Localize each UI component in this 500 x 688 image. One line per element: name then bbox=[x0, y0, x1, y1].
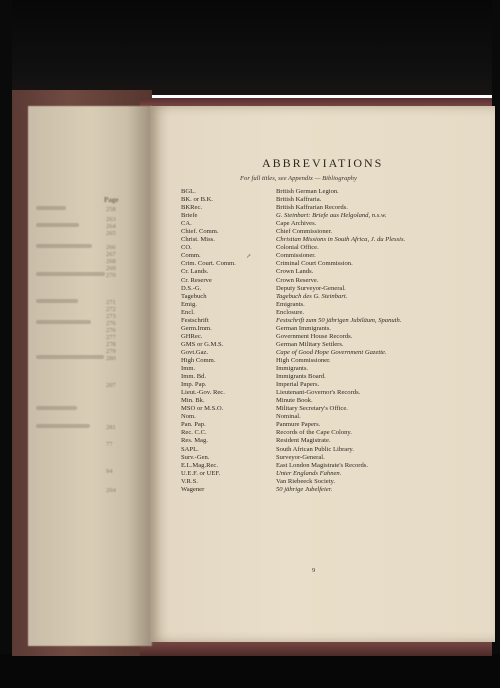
abbreviation-term: High Comm. bbox=[181, 356, 216, 364]
abbreviation-row bbox=[181, 462, 481, 470]
dark-background-left bbox=[0, 0, 12, 688]
facing-page-number: 277 bbox=[106, 334, 116, 341]
abbreviation-term: D.S.-G. bbox=[181, 284, 202, 292]
abbreviation-meaning: German Military Settlers. bbox=[276, 340, 344, 348]
abbreviation-row bbox=[181, 405, 481, 413]
facing-page-text-blur bbox=[36, 244, 92, 248]
abbreviation-row bbox=[181, 188, 481, 196]
facing-page-number: 278 bbox=[106, 341, 116, 348]
abbreviation-meaning: Crown Lands. bbox=[276, 268, 314, 276]
abbreviation-row bbox=[181, 397, 481, 405]
abbreviation-meaning: Panmure Papers. bbox=[276, 421, 321, 429]
facing-page-number: 265 bbox=[106, 230, 116, 237]
abbreviation-row bbox=[181, 413, 481, 421]
page-number: 9 bbox=[312, 567, 316, 574]
abbreviation-meaning: British Kaffraria. bbox=[276, 196, 322, 204]
abbreviation-term: Min. Bk. bbox=[181, 397, 205, 405]
abbreviation-meaning: High Commissioner. bbox=[276, 356, 331, 364]
abbreviation-row bbox=[181, 260, 481, 268]
abbreviation-row bbox=[181, 277, 481, 285]
abbreviation-meaning: Colonial Office. bbox=[276, 244, 319, 252]
abbreviation-row bbox=[181, 470, 481, 478]
abbreviation-term: Nom. bbox=[181, 413, 196, 421]
abbreviation-row bbox=[181, 317, 481, 325]
facing-page-number: 263 bbox=[106, 216, 116, 223]
abbreviation-row bbox=[181, 228, 481, 236]
facing-page-number: 276 bbox=[106, 320, 116, 327]
abbreviation-term: CA. bbox=[181, 220, 192, 228]
abbreviation-term: CO. bbox=[181, 244, 192, 252]
facing-page-number: 77 bbox=[106, 441, 113, 448]
abbreviation-term: Briefe bbox=[181, 212, 198, 220]
abbreviation-row bbox=[181, 220, 481, 228]
facing-page-text-blur bbox=[36, 406, 77, 410]
facing-page-number: 280 bbox=[106, 355, 116, 362]
abbreviation-row bbox=[181, 252, 481, 260]
abbreviation-row bbox=[181, 486, 481, 494]
book-cover-bottom-edge bbox=[140, 640, 492, 656]
abbreviation-term: Comm. bbox=[181, 252, 201, 260]
abbreviation-meaning: Nominal. bbox=[276, 413, 301, 421]
dark-background-top bbox=[0, 0, 500, 95]
abbreviation-meaning: Festschrift zum 50 jährigen Jubiläum, Spanuth. bbox=[276, 316, 402, 324]
page-subtitle: For full titles, see Appendix — Bibliography bbox=[240, 175, 357, 182]
abbreviation-term: Imm. Bd. bbox=[181, 373, 207, 381]
abbreviation-meaning: Christian Missions in South Africa, J. du Plessis. bbox=[276, 236, 406, 244]
abbreviation-row bbox=[181, 325, 481, 333]
abbreviation-meaning: Enclosure. bbox=[276, 308, 305, 316]
abbreviation-meaning: East London Magistrate's Records. bbox=[276, 461, 369, 469]
abbreviation-term: Emig. bbox=[181, 300, 197, 308]
abbreviation-meaning: Van Riebeeck Society. bbox=[276, 477, 336, 485]
abbreviation-meaning: Military Secretary's Office. bbox=[276, 405, 348, 413]
abbreviation-meaning: Crown Reserve. bbox=[276, 276, 319, 284]
abbreviation-term: Surv.-Gen. bbox=[181, 453, 210, 461]
abbreviation-term: GHRec. bbox=[181, 332, 203, 340]
abbreviation-term: Res. Mag. bbox=[181, 437, 208, 445]
abbreviation-term: SAPL. bbox=[181, 445, 199, 453]
facing-page-text-blur bbox=[36, 223, 79, 227]
abbreviation-meaning: South African Public Library. bbox=[276, 445, 354, 453]
abbreviation-term: Imp. Pap. bbox=[181, 381, 207, 389]
abbreviation-row bbox=[181, 349, 481, 357]
abbreviation-meaning: British Kaffrarian Records. bbox=[276, 204, 348, 212]
abbreviation-term: BKRec. bbox=[181, 204, 203, 212]
abbreviation-row bbox=[181, 421, 481, 429]
facing-page-text-blur bbox=[36, 355, 104, 359]
facing-page-number: 258 bbox=[106, 206, 116, 213]
abbreviation-row bbox=[181, 244, 481, 252]
abbreviation-row bbox=[181, 293, 481, 301]
abbreviation-term: Germ.Imm. bbox=[181, 324, 212, 332]
abbreviation-row bbox=[181, 381, 481, 389]
abbreviation-meaning: Imperial Papers. bbox=[276, 381, 320, 389]
abbreviation-row bbox=[181, 333, 481, 341]
abbreviation-term: Chief. Comm. bbox=[181, 228, 219, 236]
facing-page-text-blur bbox=[36, 424, 90, 428]
abbreviation-meaning: Deputy Surveyor-General. bbox=[276, 284, 346, 292]
facing-page-text-blur bbox=[36, 272, 105, 276]
facing-page-number: 94 bbox=[106, 468, 113, 475]
abbreviation-term: Encl. bbox=[181, 308, 195, 316]
abbreviation-term: MSO or M.S.O. bbox=[181, 405, 224, 413]
abbreviation-row bbox=[181, 454, 481, 462]
facing-page-number: 268 bbox=[106, 258, 116, 265]
facing-page-number: 269 bbox=[106, 265, 116, 272]
abbreviation-row bbox=[181, 478, 481, 486]
facing-page-blurred bbox=[28, 106, 152, 646]
facing-page-text-blur bbox=[36, 206, 66, 210]
pencil-mark: ↗ bbox=[246, 254, 252, 260]
abbreviation-row bbox=[181, 446, 481, 454]
facing-page-number: 204 bbox=[106, 487, 116, 494]
abbreviation-meaning: Resident Magistrate. bbox=[276, 437, 331, 445]
abbreviation-row bbox=[181, 301, 481, 309]
abbreviation-row bbox=[181, 389, 481, 397]
facing-page-text-blur bbox=[36, 299, 78, 303]
abbreviation-meaning: Emigrants. bbox=[276, 300, 305, 308]
abbreviation-row bbox=[181, 365, 481, 373]
abbreviation-meaning: British German Legion. bbox=[276, 188, 339, 195]
abbreviation-row bbox=[181, 341, 481, 349]
facing-page-text-blur bbox=[36, 320, 91, 324]
facing-page-number: 276 bbox=[106, 327, 116, 334]
abbreviation-meaning: Government House Records. bbox=[276, 332, 353, 340]
abbreviation-term: Christ. Miss. bbox=[181, 236, 215, 244]
facing-page-number: 266 bbox=[106, 244, 116, 251]
abbreviation-term: Cr. Reserve bbox=[181, 276, 212, 284]
abbreviation-row bbox=[181, 285, 481, 293]
abbreviation-term: BGL. bbox=[181, 188, 196, 195]
abbreviation-term: Tagebuch bbox=[181, 292, 207, 300]
abbreviation-meaning: Minute Book. bbox=[276, 397, 313, 405]
abbreviation-meaning: G. Steinbart: Briefe aus Helgoland, n.s.w. bbox=[276, 212, 387, 220]
abbreviation-row bbox=[181, 437, 481, 445]
facing-page-number: 273 bbox=[106, 313, 116, 320]
abbreviation-term: Crim. Court. Comm. bbox=[181, 260, 236, 268]
abbreviation-term: V.R.S. bbox=[181, 477, 198, 485]
page-title: ABBREVIATIONS bbox=[262, 156, 384, 170]
abbreviation-meaning: Records of the Cape Colony. bbox=[276, 429, 352, 437]
abbreviation-term: U.E.F. or UEF. bbox=[181, 469, 221, 477]
facing-page-number: 281 bbox=[106, 424, 116, 431]
abbreviation-row bbox=[181, 236, 481, 244]
abbreviation-meaning: Commissioner. bbox=[276, 252, 316, 260]
abbreviation-meaning: German Immigrants. bbox=[276, 324, 331, 332]
abbreviation-term: Pan. Pap. bbox=[181, 421, 206, 429]
abbreviation-term: Lieut.-Gov. Rec. bbox=[181, 389, 225, 397]
facing-page-number: 264 bbox=[106, 223, 116, 230]
abbreviation-term: Festschrift bbox=[181, 316, 209, 324]
dark-background-bottom bbox=[0, 654, 500, 688]
abbreviation-term: Rec. C.C. bbox=[181, 429, 207, 437]
abbreviation-term: Cr. Lands. bbox=[181, 268, 209, 276]
abbreviation-row bbox=[181, 204, 481, 212]
abbreviation-row bbox=[181, 373, 481, 381]
facing-page-number: 267 bbox=[106, 251, 116, 258]
abbreviation-term: Wagener bbox=[181, 485, 205, 493]
abbreviation-row bbox=[181, 309, 481, 317]
abbreviation-term: BK. or B.K. bbox=[181, 196, 214, 204]
abbreviation-meaning: Cape Archives. bbox=[276, 220, 317, 228]
abbreviation-meaning: Unter Englands Fahnen. bbox=[276, 469, 342, 477]
abbreviations-list bbox=[181, 188, 481, 494]
abbreviation-row bbox=[181, 429, 481, 437]
abbreviation-meaning: Immigrants. bbox=[276, 365, 309, 373]
abbreviation-row bbox=[181, 268, 481, 276]
abbreviation-meaning: Lieutenant-Governor's Records. bbox=[276, 389, 361, 397]
abbreviation-term: Govt.Gaz. bbox=[181, 348, 209, 356]
abbreviation-row bbox=[181, 196, 481, 204]
abbreviation-meaning: Surveyor-General. bbox=[276, 453, 325, 461]
abbreviation-meaning: 50 jährige Jubelfeier. bbox=[276, 485, 333, 493]
abbreviation-term: Imm. bbox=[181, 365, 196, 373]
abbreviation-meaning: Chief Commissioner. bbox=[276, 228, 333, 236]
facing-page-header: Page bbox=[104, 196, 119, 204]
facing-page-number: 272 bbox=[106, 306, 116, 313]
abbreviation-row bbox=[181, 357, 481, 365]
facing-page-number: 271 bbox=[106, 299, 116, 306]
facing-page-number: 279 bbox=[106, 348, 116, 355]
abbreviation-meaning: Cape of Good Hope Government Gazette. bbox=[276, 348, 387, 356]
abbreviation-row bbox=[181, 212, 481, 220]
abbreviation-term: GMS or G.M.S. bbox=[181, 340, 224, 348]
abbreviation-term: E.L.Mag.Rec. bbox=[181, 461, 218, 469]
abbreviation-meaning: Immigrants Board. bbox=[276, 373, 326, 381]
abbreviation-meaning: Tagebuch des G. Steinbart. bbox=[276, 292, 348, 300]
facing-page-number: 207 bbox=[106, 382, 116, 389]
facing-page-number: 270 bbox=[106, 272, 116, 279]
abbreviation-meaning: Criminal Court Commission. bbox=[276, 260, 353, 268]
